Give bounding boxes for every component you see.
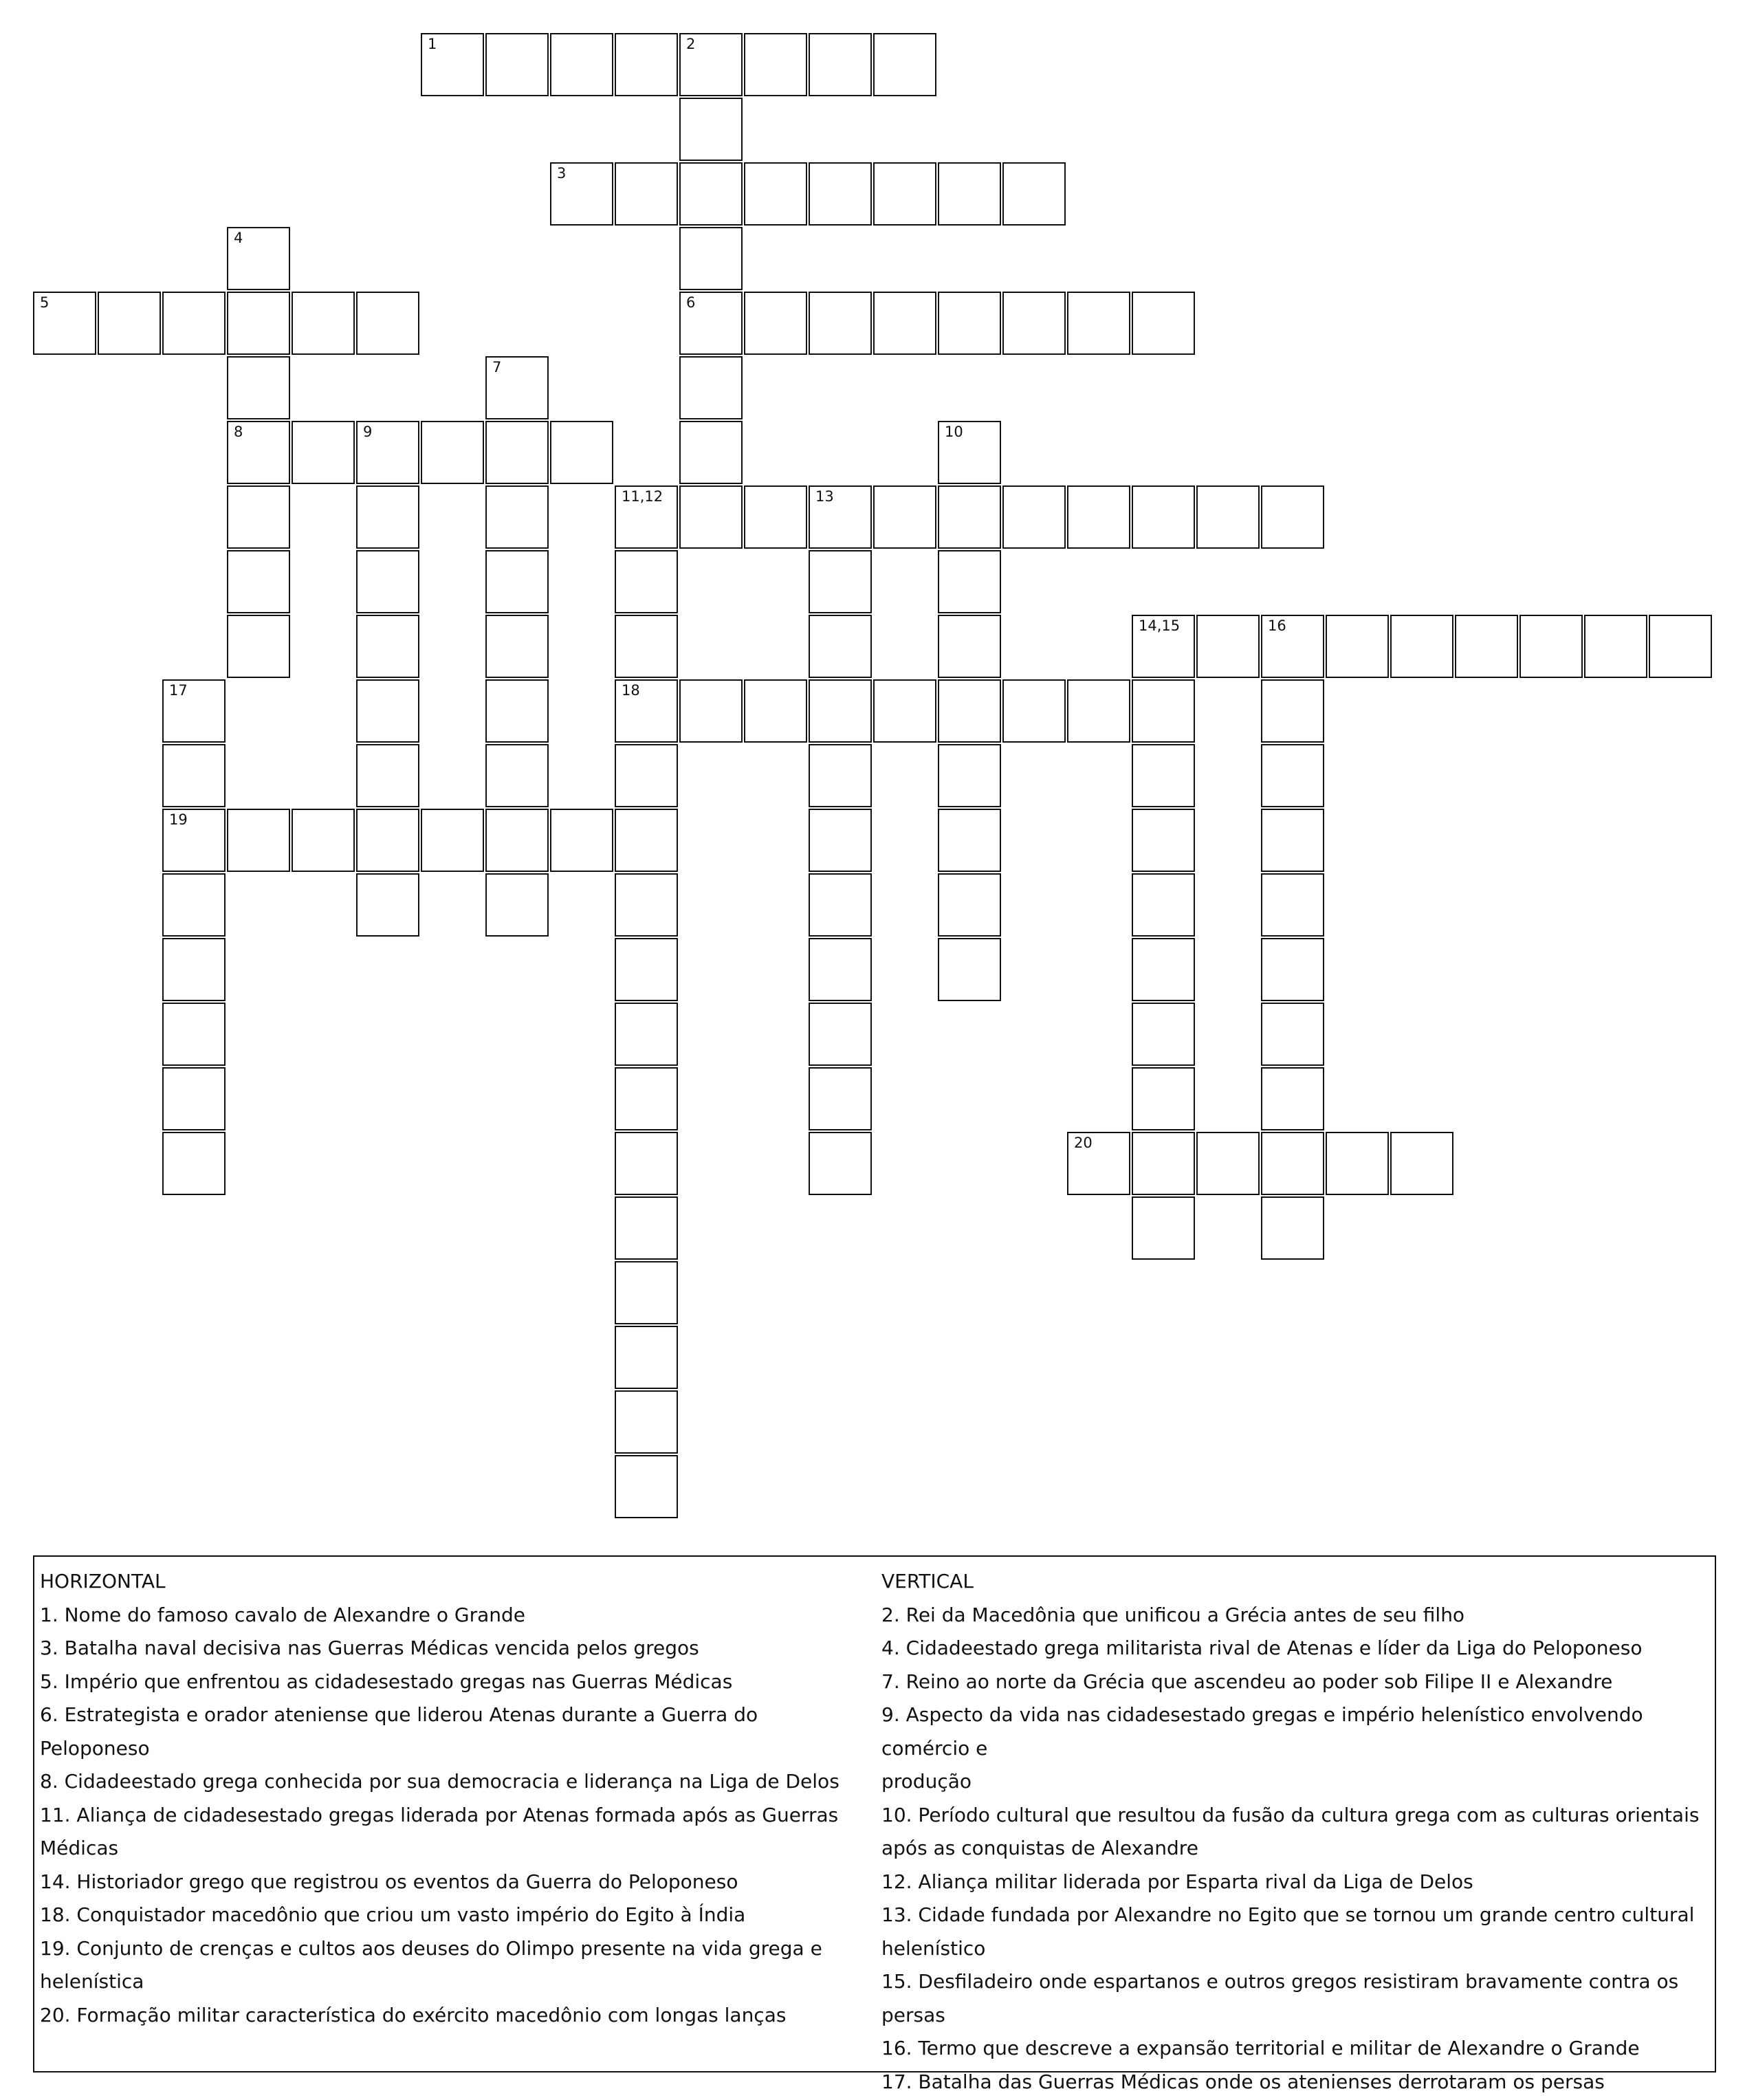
grid-cell[interactable] <box>162 679 226 743</box>
grid-cell[interactable] <box>1455 615 1518 678</box>
clue-number: 7 <box>492 359 502 375</box>
grid-cell[interactable] <box>1261 744 1324 807</box>
clue-line: 6. Estrategista e orador ateniense que liderou Atenas durante a Guerra do Peloponeso <box>40 1703 758 1760</box>
grid-cell[interactable] <box>809 744 872 807</box>
grid-cell[interactable] <box>809 938 872 1001</box>
grid-cell[interactable] <box>938 744 1001 807</box>
grid-cell[interactable] <box>809 1067 872 1130</box>
grid-cell[interactable] <box>744 679 807 743</box>
grid-cell[interactable] <box>1002 292 1066 355</box>
grid-cell[interactable] <box>292 421 355 484</box>
clue-number: 13 <box>815 488 834 505</box>
grid-cell[interactable] <box>292 809 355 872</box>
grid-cell[interactable] <box>1261 873 1324 937</box>
grid-cell[interactable] <box>1002 162 1066 226</box>
grid-cell[interactable] <box>485 809 549 872</box>
grid-cell[interactable] <box>227 485 290 549</box>
grid-cell[interactable] <box>615 744 678 807</box>
clue-line: produção <box>881 1770 972 1793</box>
clue-line: 9. Aspecto da vida nas cidadesestado gregas e império helenístico envolvendo comércio e <box>881 1703 1643 1760</box>
grid-cell[interactable] <box>356 679 419 743</box>
grid-cell[interactable] <box>615 162 678 226</box>
grid-cell[interactable] <box>356 550 419 613</box>
grid-cell[interactable] <box>809 679 872 743</box>
grid-cell[interactable] <box>615 938 678 1001</box>
clue-line: 1. Nome do famoso cavalo de Alexandre o Grande <box>40 1603 526 1626</box>
clue-number: 2 <box>686 36 696 52</box>
grid-cell[interactable] <box>938 679 1001 743</box>
grid-cell[interactable] <box>1132 744 1195 807</box>
grid-cell[interactable] <box>809 550 872 613</box>
clue-line: 8. Cidadeestado grega conhecida por sua democracia e liderança na Liga de Delos <box>40 1770 839 1793</box>
grid-cell[interactable] <box>356 744 419 807</box>
grid-cell[interactable] <box>1326 615 1389 678</box>
clue-number: 17 <box>169 682 188 699</box>
vertical-heading: VERTICAL <box>881 1570 974 1593</box>
clue-line: 14. Historiador grego que registrou os eventos da Guerra do Peloponeso <box>40 1870 738 1893</box>
grid-cell[interactable] <box>615 1003 678 1066</box>
clue-number: 5 <box>40 294 50 311</box>
grid-cell[interactable] <box>550 421 613 484</box>
clue-number: 4 <box>234 230 243 246</box>
clue-number: 20 <box>1074 1135 1093 1151</box>
grid-cell[interactable] <box>615 615 678 678</box>
grid-cell[interactable] <box>809 33 872 96</box>
grid-cell[interactable] <box>809 615 872 678</box>
clue-line: 4. Cidadeestado grega militarista rival de Atenas e líder da Liga do Peloponeso <box>881 1637 1643 1659</box>
clue-line: após as conquistas de Alexandre <box>881 1837 1198 1859</box>
grid-cell[interactable] <box>809 873 872 937</box>
grid-cell[interactable] <box>615 485 678 549</box>
grid-cell[interactable] <box>227 421 290 484</box>
clue-line: 2. Rei da Macedônia que unificou a Grécia antes de seu filho <box>881 1603 1465 1626</box>
grid-cell[interactable] <box>421 809 484 872</box>
grid-cell[interactable] <box>873 292 936 355</box>
grid-cell[interactable] <box>615 1132 678 1195</box>
grid-cell[interactable] <box>162 873 226 937</box>
grid-cell[interactable] <box>1002 485 1066 549</box>
grid-cell[interactable] <box>356 615 419 678</box>
grid-cell[interactable] <box>421 421 484 484</box>
grid-cell[interactable] <box>679 421 743 484</box>
clue-number: 9 <box>363 424 373 440</box>
horizontal-heading: HORIZONTAL <box>40 1570 166 1593</box>
clue-line: helenístico <box>881 1936 986 1960</box>
grid-cell[interactable] <box>227 615 290 678</box>
grid-cell[interactable] <box>615 550 678 613</box>
grid-cell[interactable] <box>485 421 549 484</box>
grid-cell[interactable] <box>1390 615 1453 678</box>
grid-cell[interactable] <box>485 550 549 613</box>
grid-cell[interactable] <box>162 1132 226 1195</box>
grid-cell[interactable] <box>938 292 1001 355</box>
grid-cell[interactable] <box>615 33 678 96</box>
clue-line: 19. Conjunto de crenças e cultos aos deuses do Olimpo presente na vida grega e <box>40 1936 822 1960</box>
grid-cell[interactable] <box>809 1132 872 1195</box>
grid-cell[interactable] <box>873 33 936 96</box>
grid-cell[interactable] <box>744 162 807 226</box>
clue-line: 3. Batalha naval decisiva nas Guerras Médicas vencida pelos gregos <box>40 1637 699 1659</box>
clue-number: 18 <box>622 682 640 699</box>
grid-cell[interactable] <box>356 873 419 937</box>
grid-cell[interactable] <box>1132 1132 1195 1195</box>
grid-cell[interactable] <box>356 421 419 484</box>
grid-cell[interactable] <box>1132 1003 1195 1066</box>
grid-cell[interactable] <box>1132 615 1195 678</box>
grid-cell[interactable] <box>1067 679 1130 743</box>
grid-cell[interactable] <box>744 33 807 96</box>
grid-cell[interactable] <box>744 292 807 355</box>
grid-cell[interactable] <box>1067 1132 1130 1195</box>
grid-cell[interactable] <box>679 227 743 290</box>
grid-cell[interactable] <box>485 615 549 678</box>
clue-number: 1 <box>428 36 437 52</box>
grid-cell[interactable] <box>1132 485 1195 549</box>
grid-cell[interactable] <box>679 162 743 226</box>
grid-cell[interactable] <box>938 809 1001 872</box>
grid-cell[interactable] <box>162 938 226 1001</box>
clue-line: Médicas <box>40 1837 119 1859</box>
grid-cell[interactable] <box>485 33 549 96</box>
grid-cell[interactable] <box>679 33 743 96</box>
clue-line: 13. Cidade fundada por Alexandre no Egito que se tornou um grande centro cultural <box>881 1903 1695 1926</box>
grid-cell[interactable] <box>33 292 96 355</box>
grid-cell[interactable] <box>227 550 290 613</box>
grid-cell[interactable] <box>809 809 872 872</box>
grid-cell[interactable] <box>1196 1132 1260 1195</box>
clue-line: helenística <box>40 1970 144 1993</box>
grid-cell[interactable] <box>938 421 1001 484</box>
horizontal-clues <box>40 1565 865 2032</box>
grid-cell[interactable] <box>162 809 226 872</box>
grid-cell[interactable] <box>873 485 936 549</box>
grid-cell[interactable] <box>356 485 419 549</box>
grid-cell[interactable] <box>227 292 290 355</box>
grid-cell[interactable] <box>162 1003 226 1066</box>
grid-cell[interactable] <box>1067 485 1130 549</box>
grid-cell[interactable] <box>98 292 161 355</box>
grid-cell[interactable] <box>356 809 419 872</box>
clue-line: 20. Formação militar característica do exército macedônio com longas lanças <box>40 2003 787 2026</box>
grid-cell[interactable] <box>485 679 549 743</box>
grid-cell[interactable] <box>1132 292 1195 355</box>
grid-cell[interactable] <box>615 1261 678 1324</box>
grid-cell[interactable] <box>1261 1067 1324 1130</box>
grid-cell[interactable] <box>1261 1132 1324 1195</box>
grid-cell[interactable] <box>679 292 743 355</box>
clue-line: 17. Batalha das Guerras Médicas onde os atenienses derrotaram os persas <box>881 2070 1605 2093</box>
grid-cell[interactable] <box>744 485 807 549</box>
clue-line: 15. Desfiladeiro onde espartanos e outros gregos resistiram bravamente contra os persas <box>881 1970 1679 2026</box>
grid-cell[interactable] <box>1261 679 1324 743</box>
grid-cell[interactable] <box>1261 615 1324 678</box>
clue-line: 5. Império que enfrentou as cidadesestado gregas nas Guerras Médicas <box>40 1670 733 1693</box>
grid-cell[interactable] <box>550 809 613 872</box>
clue-line: 11. Aliança de cidadesestado gregas liderada por Atenas formada após as Guerras <box>40 1803 839 1826</box>
grid-cell[interactable] <box>162 1067 226 1130</box>
vertical-clues <box>881 1565 1713 2099</box>
grid-cell[interactable] <box>615 1390 678 1454</box>
grid-cell[interactable] <box>485 356 549 419</box>
grid-cell[interactable] <box>1261 1196 1324 1260</box>
clue-line: 18. Conquistador macedônio que criou um vasto império do Egito à Índia <box>40 1903 746 1926</box>
grid-cell[interactable] <box>679 98 743 161</box>
grid-cell[interactable] <box>809 162 872 226</box>
grid-cell[interactable] <box>615 679 678 743</box>
clue-number: 10 <box>945 424 963 440</box>
clue-number: 19 <box>169 811 188 828</box>
clue-line: 12. Aliança militar liderada por Esparta rival da Liga de Delos <box>881 1870 1473 1893</box>
clue-number: 3 <box>557 165 567 182</box>
grid-cell[interactable] <box>1261 809 1324 872</box>
grid-cell[interactable] <box>938 162 1001 226</box>
grid-cell[interactable] <box>1261 1003 1324 1066</box>
grid-cell[interactable] <box>938 485 1001 549</box>
grid-cell[interactable] <box>227 809 290 872</box>
grid-cell[interactable] <box>938 615 1001 678</box>
grid-cell[interactable] <box>227 356 290 419</box>
grid-cell[interactable] <box>356 292 419 355</box>
grid-cell[interactable] <box>485 485 549 549</box>
grid-cell[interactable] <box>1584 615 1647 678</box>
grid-cell[interactable] <box>615 1196 678 1260</box>
grid-cell[interactable] <box>615 809 678 872</box>
grid-cell[interactable] <box>1519 615 1583 678</box>
grid-cell[interactable] <box>938 873 1001 937</box>
clue-line: 7. Reino ao norte da Grécia que ascendeu ao poder sob Filipe II e Alexandre <box>881 1670 1613 1693</box>
grid-cell[interactable] <box>809 292 872 355</box>
grid-cell[interactable] <box>1132 1196 1195 1260</box>
grid-cell[interactable] <box>227 227 290 290</box>
grid-cell[interactable] <box>1132 873 1195 937</box>
grid-cell[interactable] <box>1649 615 1712 678</box>
grid-cell[interactable] <box>615 1067 678 1130</box>
grid-cell[interactable] <box>873 162 936 226</box>
grid-cell[interactable] <box>615 873 678 937</box>
grid-cell[interactable] <box>1132 809 1195 872</box>
grid-cell[interactable] <box>809 485 872 549</box>
grid-cell[interactable] <box>162 292 226 355</box>
grid-cell[interactable] <box>1196 615 1260 678</box>
grid-cell[interactable] <box>1132 1067 1195 1130</box>
grid-cell[interactable] <box>615 1455 678 1518</box>
grid-cell[interactable] <box>485 744 549 807</box>
clues-box <box>33 1555 1716 2093</box>
grid-cell[interactable] <box>1196 485 1260 549</box>
grid-cell[interactable] <box>1326 1132 1389 1195</box>
grid-cell[interactable] <box>485 873 549 937</box>
clue-number: 8 <box>234 424 243 440</box>
grid-cell[interactable] <box>1261 938 1324 1001</box>
clue-number: 16 <box>1268 617 1286 634</box>
grid-cell[interactable] <box>1002 679 1066 743</box>
grid-cell[interactable] <box>809 1003 872 1066</box>
grid-cell[interactable] <box>162 744 226 807</box>
grid-cell[interactable] <box>292 292 355 355</box>
grid-cell[interactable] <box>938 550 1001 613</box>
grid-cell[interactable] <box>679 679 743 743</box>
clue-line: 10. Período cultural que resultou da fusão da cultura grega com as culturas orientais <box>881 1803 1700 1826</box>
grid-cell[interactable] <box>873 679 936 743</box>
grid-cell[interactable] <box>1261 485 1324 549</box>
grid-cell[interactable] <box>938 938 1001 1001</box>
clue-number: 14,15 <box>1139 617 1181 634</box>
grid-cell[interactable] <box>679 485 743 549</box>
clue-number: 11,12 <box>622 488 663 505</box>
clue-number: 6 <box>686 294 696 311</box>
grid-cell[interactable] <box>550 33 613 96</box>
grid-cell[interactable] <box>1067 292 1130 355</box>
grid-cell[interactable] <box>550 162 613 226</box>
grid-cell[interactable] <box>421 33 484 96</box>
grid-cell[interactable] <box>1132 679 1195 743</box>
grid-cell[interactable] <box>615 1326 678 1389</box>
grid-cell[interactable] <box>1132 938 1195 1001</box>
grid-cell[interactable] <box>1390 1132 1453 1195</box>
clue-line: 16. Termo que descreve a expansão territorial e militar de Alexandre o Grande <box>881 2037 1640 2059</box>
grid-cell[interactable] <box>679 356 743 419</box>
